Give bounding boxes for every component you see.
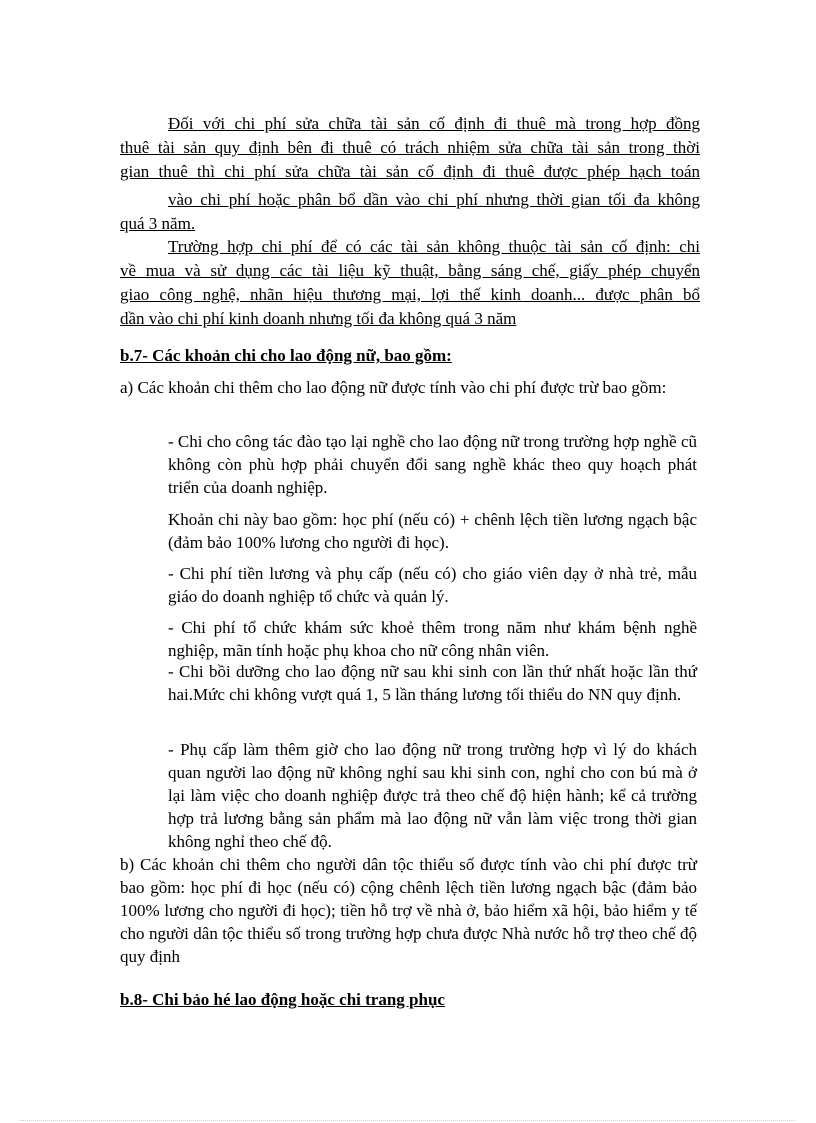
list-item: - Chi phí tổ chức khám sức khoẻ thêm trong năm như khám bệnh nghề nghiệp, mãn tính hoặc phụ khoa cho nữ công nhân viên. [168, 618, 697, 660]
text-line: về mua và sử dụng các tài liệu kỹ thuật, bằng sáng chế, giấy phép chuyển [120, 261, 700, 280]
underlined-block-intangible-assets [120, 235, 700, 331]
list-item: - Phụ cấp làm thêm giờ cho lao động nữ trong trường hợp vì lý do khách quan người lao động nữ không nghỉ sau khi sinh con, nghỉ cho con bú mà ở lại làm việc cho doanh nghiệp được trả theo chế độ hiện hành; kể cả trường hợp trả lương bằng sản phẩm mà lao động nữ vẫn làm việc trong thời gian không nghỉ theo chế độ. [168, 740, 697, 851]
list-item: Khoản chi này bao gồm: học phí (nếu có) + chênh lệch tiền lương ngạch bậc (đảm bảo 100% lương cho người đi học). [168, 510, 697, 552]
text-line: Trường hợp chi phí để có các tài sản không thuộc tài sản cố định: chi [168, 237, 700, 256]
text-line: thuê tài sản quy định bên đi thuê có trách nhiệm sửa chữa tài sản trong thời [120, 138, 700, 157]
text-line: giao công nghệ, nhãn hiệu thương mại, lợi thế kinh doanh... được phân bổ [120, 285, 700, 304]
list-item: - Chi bồi dưỡng cho lao động nữ sau khi sinh con lần thứ nhất hoặc lần thứ hai.Mức chi không vượt quá 1, 5 lần tháng lương tối thiểu do NN quy định. [168, 662, 697, 704]
text-line: vào chi phí hoặc phân bổ dần vào chi phí nhưng thời gian tối đa không [168, 190, 700, 209]
paragraph-a: a) Các khoản chi thêm cho lao động nữ được tính vào chi phí được trừ bao gồm: [120, 378, 667, 397]
text-line: gian thuê thì chi phí sửa chữa tài sản cố định đi thuê được phép hạch toán [120, 162, 700, 181]
page-footer-divider [20, 1120, 796, 1121]
text-line: Đối với chi phí sửa chữa tài sản cố định đi thuê mà trong hợp đồng [168, 114, 700, 133]
heading-b7: b.7- Các khoản chi cho lao động nữ, bao gồm: [120, 346, 452, 365]
underlined-block-repair-costs [120, 112, 700, 184]
list-item: - Chi phí tiền lương và phụ cấp (nếu có) cho giáo viên dạy ở nhà trẻ, mẫu giáo do doanh nghiệp tổ chức và quản lý. [168, 564, 697, 606]
list-item: - Chi cho công tác đào tạo lại nghề cho lao động nữ trong trường hợp nghề cũ không còn phù hợp phải chuyển đổi sang nghề khác theo quy hoạch phát triển của doanh nghiệp. [168, 432, 697, 497]
heading-b8: b.8- Chi bảo hé lao động hoặc chi trang phục [120, 990, 445, 1009]
text-line: quá 3 năm. [120, 214, 196, 233]
paragraph-b: b) Các khoản chi thêm cho người dân tộc thiểu số được tính vào chi phí được trừ bao gồm: học phí đi học (nếu có) cộng chênh lệch tiền lương ngạch bậc (đảm bảo 100% lương cho người đi học); tiền hỗ trợ về nhà ở, bảo hiểm xã hội, bảo hiểm y tế cho người dân tộc thiểu số trong trường hợp chưa được Nhà nước hỗ trợ theo chế độ quy định [120, 855, 697, 966]
text-line: dần vào chi phí kinh doanh nhưng tối đa không quá 3 năm [120, 309, 517, 328]
underlined-block-allocation [120, 188, 700, 236]
